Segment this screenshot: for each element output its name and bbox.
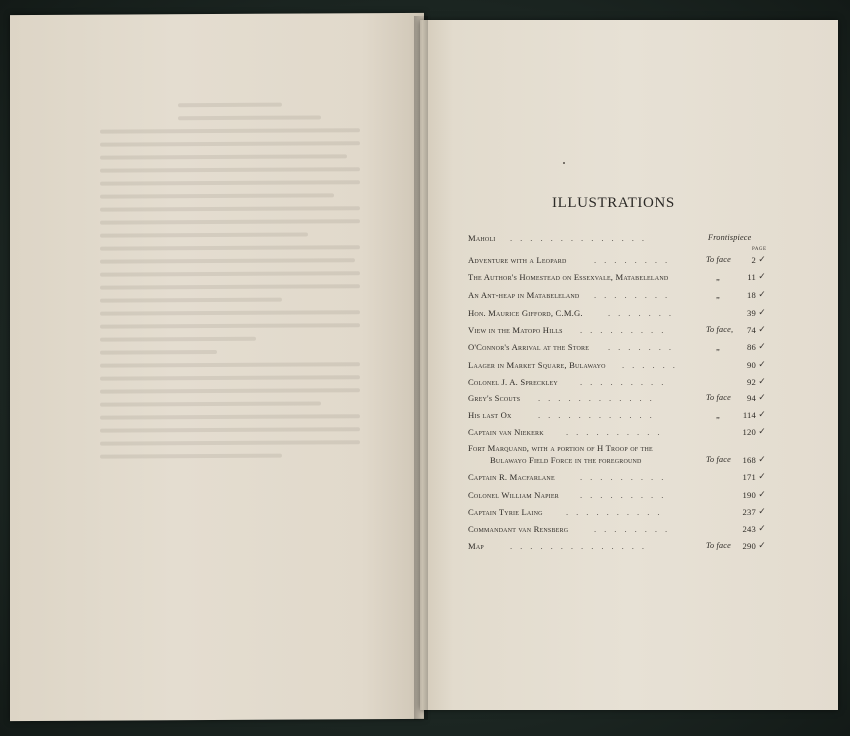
reference-note: „ [716,290,721,300]
illustration-title: View in the Matopo Hills [468,325,563,335]
pencil-check-mark: ✓ [758,489,766,499]
bleed-line [100,193,334,198]
dot-leader: ......... [580,490,672,500]
illustration-title: The Author's Homestead on Essexvale, Matabeleland [468,272,669,282]
pencil-check-mark: ✓ [758,506,766,516]
page-number: 120 [742,427,756,437]
bleed-line [100,271,360,276]
bleed-line [100,323,360,328]
page-number: 190 [742,490,756,500]
reference-note: „ [716,272,721,282]
bleed-line [100,401,321,406]
pencil-check-mark: ✓ [758,540,766,550]
list-item [468,272,768,288]
bleed-through-text [100,93,360,434]
page-number: 74 [747,325,756,335]
list-item [468,325,768,341]
dot-leader: .............. [510,541,653,551]
bleed-line [100,362,360,367]
illustration-title: Grey's Scouts [468,393,521,403]
illustration-title: Laager in Market Square, Bulawayo [468,360,606,370]
list-item [468,393,768,409]
ink-speck [563,162,565,164]
dot-leader: ........ [594,290,676,300]
bleed-line [100,141,360,146]
bleed-line [178,103,282,108]
bleed-line [100,219,360,224]
list-item [468,541,768,557]
bleed-line [100,154,347,159]
illustration-title: Commandant van Rensberg [468,524,569,534]
bleed-line [100,427,360,432]
dot-leader: ......... [580,325,672,335]
reference-note: To face [706,393,731,402]
dot-leader: ......... [580,472,672,482]
bleed-line [100,414,360,419]
bleed-line [178,115,321,120]
illustration-title: Captain Tyrie Laing [468,507,543,517]
page-title: ILLUSTRATIONS [552,195,675,211]
illustration-title: Fort Marquand, with a portion of H Troop of the [468,443,653,453]
list-item [468,410,768,426]
pencil-check-mark: ✓ [758,392,766,402]
list-item [468,342,768,358]
list-item [468,255,768,271]
illustration-title: Hon. Maurice Gifford, C.M.G. [468,308,583,318]
list-item [468,290,768,306]
page-number: 114 [742,410,756,420]
page-number: 2 [751,255,756,265]
list-item [468,233,768,249]
list-item [468,443,768,471]
pencil-check-mark: ✓ [758,254,766,264]
list-item [468,472,768,488]
list-item [468,507,768,523]
page-number: 86 [747,342,756,352]
bleed-line [100,245,360,250]
pencil-check-mark: ✓ [758,271,766,281]
pencil-check-mark: ✓ [758,426,766,436]
illustration-title: His last Ox [468,410,512,420]
pencil-check-mark: ✓ [758,523,766,533]
list-item [468,377,768,393]
reference-note: To face [706,541,731,550]
illustration-title: Map [468,541,484,551]
bleed-line [100,233,308,238]
reference-note: To face [706,455,731,464]
page-number: 11 [747,272,756,282]
page-number: 243 [742,524,756,534]
bleed-line [100,454,282,459]
illustration-title: O'Connor's Arrival at the Store [468,342,590,352]
pencil-check-mark: ✓ [758,471,766,481]
bleed-line [100,180,360,185]
pencil-check-mark: ✓ [758,289,766,299]
reference-note: „ [716,410,721,420]
bleed-line [100,284,360,289]
reference-note: „ [716,342,721,352]
illustration-title: Captain R. Macfarlane [468,472,555,482]
bleed-line [100,167,360,172]
dot-leader: ...... [622,360,683,370]
list-item [468,490,768,506]
dot-leader: ....... [608,308,680,318]
dot-leader: .......... [566,507,668,517]
page-number: 171 [742,472,756,482]
bleed-line [100,298,282,303]
bleed-line [100,258,355,263]
reference-note: Frontispiece [708,233,752,242]
reference-note: To face [706,255,731,264]
illustration-title: Captain van Niekerk [468,427,544,437]
page-number: 18 [747,290,756,300]
illustration-title: Maholi [468,233,496,243]
dot-leader: ....... [608,342,680,352]
illustration-title: Adventure with a Leopard [468,255,567,265]
dot-leader: .............. [510,233,653,243]
reference-note: To face, [706,325,734,334]
pencil-check-mark: ✓ [758,324,766,334]
page-number: 92 [747,377,756,387]
list-item [468,427,768,443]
pencil-check-mark: ✓ [758,341,766,351]
list-item [468,308,768,324]
list-item [468,524,768,540]
pencil-check-mark: ✓ [758,409,766,419]
page-number: 39 [747,308,756,318]
page-number: 168 [742,455,756,465]
pencil-check-mark: ✓ [758,359,766,369]
bleed-line [100,206,360,211]
page-number: 94 [747,393,756,403]
book-gutter [414,16,428,720]
page-column-head: PAGE [752,247,767,252]
page-number: 90 [747,360,756,370]
dot-leader: .......... [566,427,668,437]
page-number: 290 [742,541,756,551]
bleed-line [100,337,256,342]
dot-leader: ........ [594,524,676,534]
illustration-title: Colonel J. A. Spreckley [468,377,558,387]
illustration-title: An Ant-heap in Matabeleland [468,290,580,300]
pencil-check-mark: ✓ [758,376,766,386]
dot-leader: ............ [538,410,660,420]
bleed-line [100,388,360,393]
bleed-line [100,350,217,355]
list-item [468,360,768,376]
bleed-line [100,128,360,133]
pencil-check-mark: ✓ [758,307,766,317]
illustration-title-continuation: Bulawayo Field Force in the foreground [490,455,642,465]
bleed-line [100,440,360,445]
dot-leader: ......... [580,377,672,387]
dot-leader: ............ [538,393,660,403]
bleed-line [100,375,360,380]
bleed-line [100,310,360,315]
pencil-check-mark: ✓ [758,454,766,464]
page-number: 237 [742,507,756,517]
left-page [10,13,424,721]
dot-leader: ........ [594,255,676,265]
illustration-title: Colonel William Napier [468,490,559,500]
